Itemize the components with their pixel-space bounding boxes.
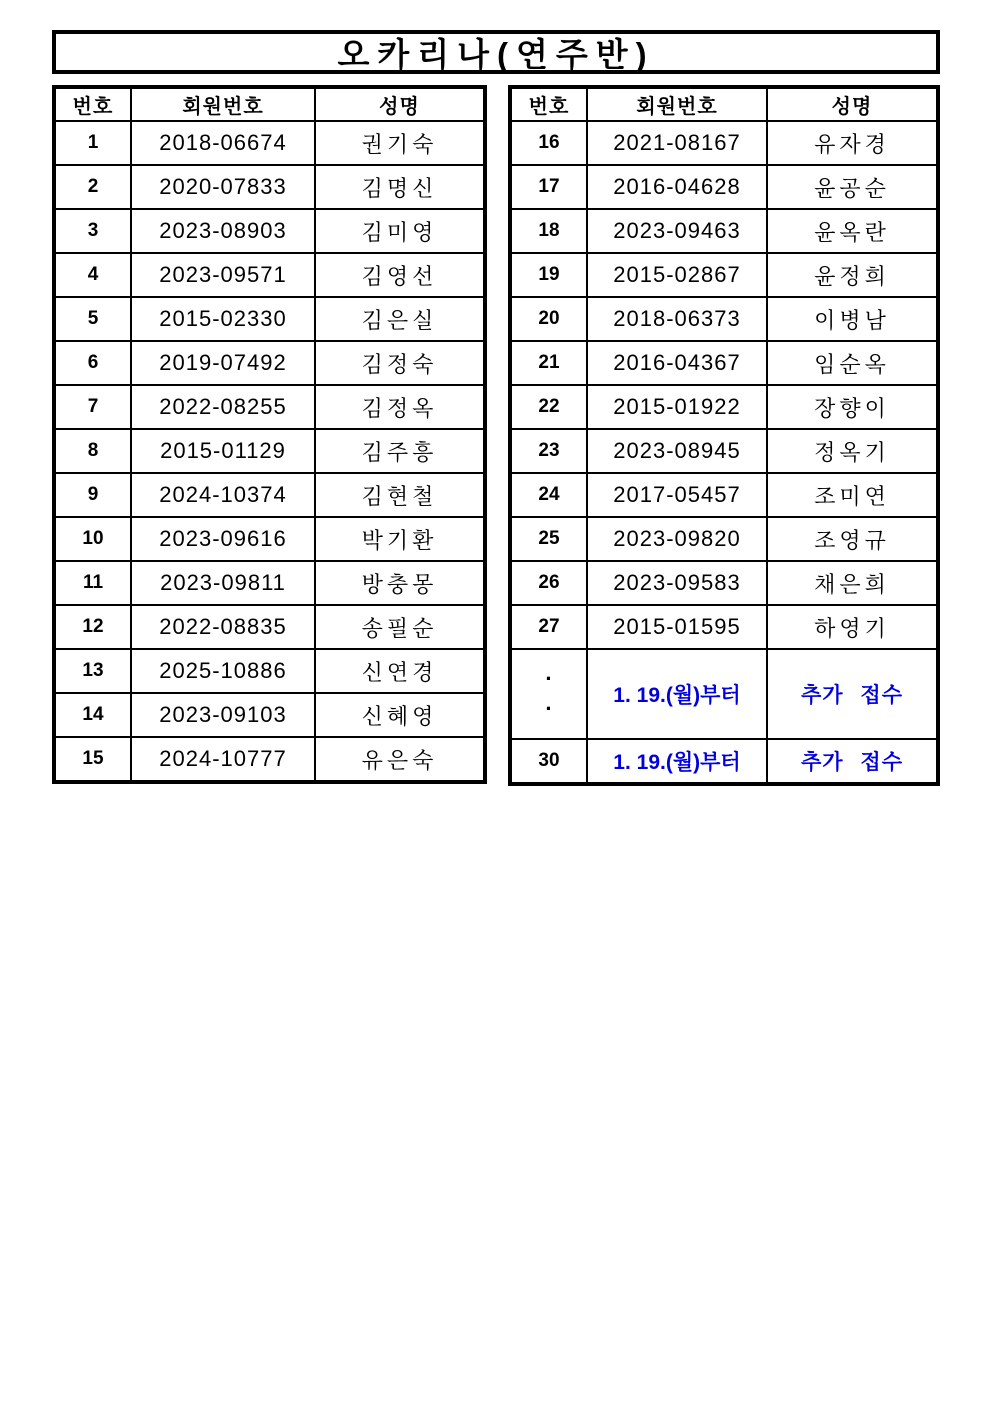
member-name: 정옥기 <box>767 429 938 473</box>
member-number: 2020-07833 <box>131 165 315 209</box>
row-number: 27 <box>510 605 587 649</box>
member-number: 2023-09463 <box>587 209 767 253</box>
member-name: 방충몽 <box>315 561 485 605</box>
column-header-name: 성명 <box>315 87 485 121</box>
row-number: 10 <box>54 517 131 561</box>
member-number: 2015-02330 <box>131 297 315 341</box>
member-name: 조영규 <box>767 517 938 561</box>
table-row <box>510 561 938 605</box>
table-row <box>54 297 485 341</box>
table-row <box>54 385 485 429</box>
member-name: 조미연 <box>767 473 938 517</box>
member-name: 윤공순 <box>767 165 938 209</box>
table-row <box>510 165 938 209</box>
table-row <box>54 561 485 605</box>
member-number: 2016-04367 <box>587 341 767 385</box>
member-name: 장향이 <box>767 385 938 429</box>
row-number: 8 <box>54 429 131 473</box>
pending-status-note: 추가 접수 <box>767 649 938 739</box>
member-name: 권기숙 <box>315 121 485 165</box>
member-name: 유자경 <box>767 121 938 165</box>
row-number: 3 <box>54 209 131 253</box>
row-number: 4 <box>54 253 131 297</box>
member-number: 2019-07492 <box>131 341 315 385</box>
title-box <box>52 30 940 74</box>
member-name: 김은실 <box>315 297 485 341</box>
member-number: 2023-09616 <box>131 517 315 561</box>
table-row <box>54 341 485 385</box>
row-number: 2 <box>54 165 131 209</box>
row-number: 12 <box>54 605 131 649</box>
header-row <box>54 87 485 121</box>
table-row-last <box>510 739 938 784</box>
row-number: 11 <box>54 561 131 605</box>
row-number: 14 <box>54 693 131 737</box>
member-number: 2023-09811 <box>131 561 315 605</box>
table-row <box>510 517 938 561</box>
header-row <box>510 87 938 121</box>
member-number: 2018-06373 <box>587 297 767 341</box>
table-row <box>54 737 485 782</box>
column-header-no: 번호 <box>510 87 587 121</box>
member-number: 2021-08167 <box>587 121 767 165</box>
member-name: 김정옥 <box>315 385 485 429</box>
table-row <box>54 165 485 209</box>
member-number: 2023-08903 <box>131 209 315 253</box>
pending-date-note: 1. 19.(월)부터 <box>587 649 767 739</box>
member-number: 2023-08945 <box>587 429 767 473</box>
member-number: 2025-10886 <box>131 649 315 693</box>
row-number: 9 <box>54 473 131 517</box>
member-number: 2018-06674 <box>131 121 315 165</box>
member-name: 이병남 <box>767 297 938 341</box>
row-number: 23 <box>510 429 587 473</box>
member-name: 김미영 <box>315 209 485 253</box>
row-number: 21 <box>510 341 587 385</box>
column-header-member-no: 회원번호 <box>587 87 767 121</box>
column-header-name: 성명 <box>767 87 938 121</box>
member-name: 유은숙 <box>315 737 485 782</box>
table-row <box>510 209 938 253</box>
row-number: 26 <box>510 561 587 605</box>
member-number: 2015-01922 <box>587 385 767 429</box>
table-row-pending <box>510 649 938 739</box>
row-number: 6 <box>54 341 131 385</box>
dots <box>512 650 586 738</box>
member-name: 김영선 <box>315 253 485 297</box>
member-name: 김현철 <box>315 473 485 517</box>
row-number: 16 <box>510 121 587 165</box>
roster-table-left <box>52 85 487 784</box>
page-title: 오카리나(연주반) <box>337 35 655 73</box>
row-number: 5 <box>54 297 131 341</box>
table-row <box>54 209 485 253</box>
member-name: 김정숙 <box>315 341 485 385</box>
member-number: 2015-02867 <box>587 253 767 297</box>
member-name: 윤옥란 <box>767 209 938 253</box>
row-number: 7 <box>54 385 131 429</box>
member-number: 2015-01595 <box>587 605 767 649</box>
member-name: 송필순 <box>315 605 485 649</box>
table-row <box>510 253 938 297</box>
member-number: 2017-05457 <box>587 473 767 517</box>
row-number: 20 <box>510 297 587 341</box>
table-row <box>54 473 485 517</box>
member-number: 2023-09583 <box>587 561 767 605</box>
roster-table-right <box>508 85 940 786</box>
member-name: 박기환 <box>315 517 485 561</box>
table-row <box>510 297 938 341</box>
row-number: 30 <box>510 739 587 784</box>
table-row <box>510 473 938 517</box>
column-header-member-no: 회원번호 <box>131 87 315 121</box>
member-name: 김명신 <box>315 165 485 209</box>
pending-status-note: 추가 접수 <box>767 739 938 784</box>
member-name: 윤정희 <box>767 253 938 297</box>
table-row <box>54 649 485 693</box>
row-number: 17 <box>510 165 587 209</box>
row-number: 19 <box>510 253 587 297</box>
column-header-no: 번호 <box>54 87 131 121</box>
table-row <box>510 429 938 473</box>
table-row <box>54 517 485 561</box>
table-row <box>54 253 485 297</box>
table-row <box>54 429 485 473</box>
member-number: 2023-09820 <box>587 517 767 561</box>
table-row <box>510 121 938 165</box>
row-number: 22 <box>510 385 587 429</box>
member-name: 신연경 <box>315 649 485 693</box>
table-row <box>54 605 485 649</box>
row-number: 13 <box>54 649 131 693</box>
member-number: 2024-10374 <box>131 473 315 517</box>
table-row <box>54 121 485 165</box>
row-number: 18 <box>510 209 587 253</box>
dot: · <box>545 696 553 721</box>
member-number: 2022-08835 <box>131 605 315 649</box>
member-number: 2023-09571 <box>131 253 315 297</box>
table-row <box>510 385 938 429</box>
member-number: 2015-01129 <box>131 429 315 473</box>
row-number: 25 <box>510 517 587 561</box>
table-row <box>510 605 938 649</box>
roster-tables <box>52 85 940 786</box>
member-number: 2023-09103 <box>131 693 315 737</box>
member-number: 2022-08255 <box>131 385 315 429</box>
member-number: 2016-04628 <box>587 165 767 209</box>
member-name: 하영기 <box>767 605 938 649</box>
table-row <box>510 341 938 385</box>
member-number: 2024-10777 <box>131 737 315 782</box>
member-name: 김주흥 <box>315 429 485 473</box>
member-name: 임순옥 <box>767 341 938 385</box>
pending-date-note: 1. 19.(월)부터 <box>587 739 767 784</box>
member-name: 신혜영 <box>315 693 485 737</box>
table-row <box>54 693 485 737</box>
row-number: 1 <box>54 121 131 165</box>
dot: · <box>545 666 553 691</box>
row-number: 15 <box>54 737 131 782</box>
row-number: 24 <box>510 473 587 517</box>
member-name: 채은희 <box>767 561 938 605</box>
row-number-dots <box>510 649 587 739</box>
